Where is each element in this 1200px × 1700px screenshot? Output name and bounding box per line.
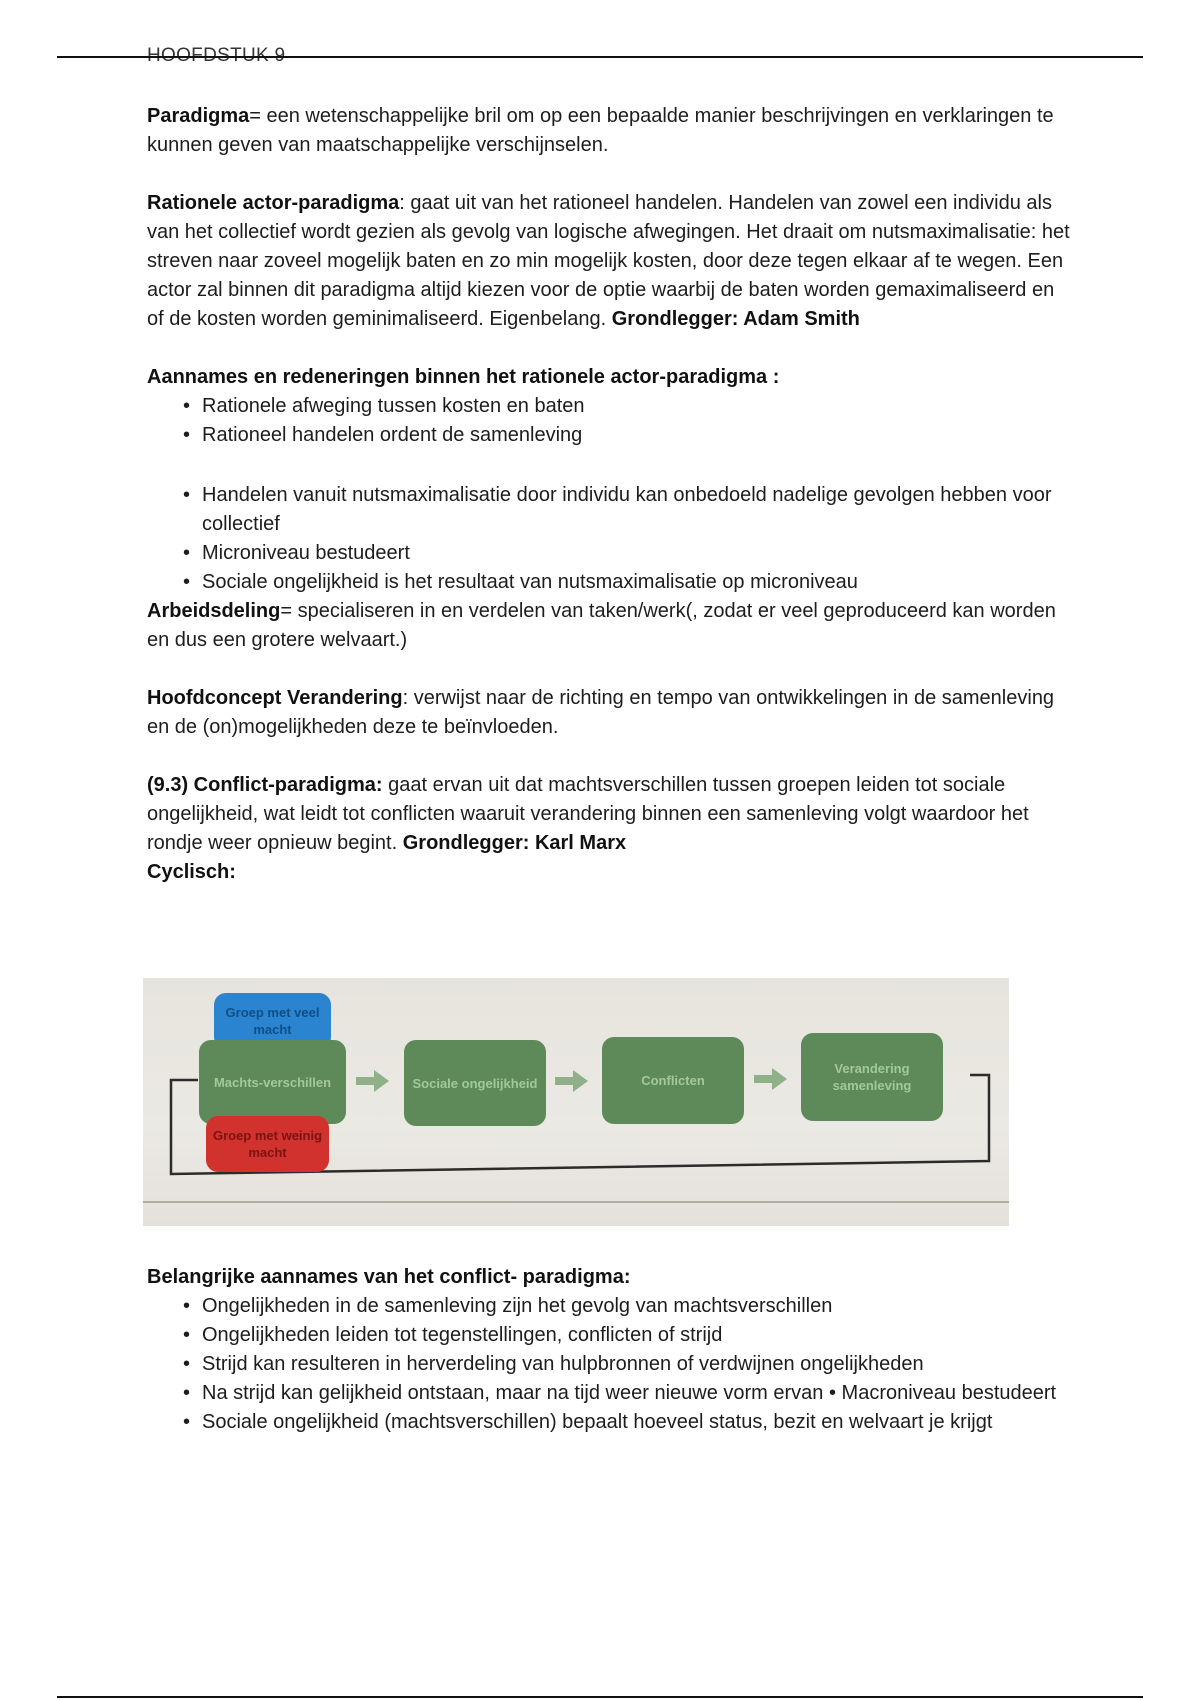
group-much-power-box: Groep met veel macht <box>214 993 331 1049</box>
header-rule <box>57 56 1143 58</box>
list-item: • Strijd kan resulteren in herverdeling van hulpbronnen of verdwijnen ongelijkheden <box>183 1350 1072 1379</box>
footer-rule <box>57 1696 1143 1698</box>
term-verandering: Hoofdconcept Verandering <box>147 687 403 709</box>
list-item: • Microniveau bestudeert <box>183 539 1072 568</box>
list-item: • Sociale ongelijkheid (machtsverschillen) bepaalt hoeveel status, bezit en welvaart je krijgt <box>183 1408 1072 1437</box>
conflict-paradigm-definition <box>147 771 1072 887</box>
founder-adam-smith: Grondlegger: Adam Smith <box>611 308 860 330</box>
list-item: • Ongelijkheden leiden tot tegenstellingen, conflicten of strijd <box>183 1321 1072 1350</box>
verandering-definition <box>147 684 1072 742</box>
term-conflict-paradigm: (9.3) Conflict-paradigma: <box>147 774 383 796</box>
list-item: • Rationele afweging tussen kosten en baten <box>183 392 1072 421</box>
arbeidsdeling-definition <box>147 597 1072 655</box>
term-paradigma: Paradigma <box>147 105 250 127</box>
group-little-power-box: Groep met weinig macht <box>206 1116 329 1172</box>
verandering-text: : verwijst naar de richting en tempo van ontwikkelingen in de samenleving en de (on)mogelijkheden deze te beïnvloeden. <box>147 687 1055 738</box>
founder-karl-marx: Grondlegger: Karl Marx <box>402 832 627 854</box>
list-item: • Ongelijkheden in de samenleving zijn het gevolg van machtsverschillen <box>183 1292 1072 1321</box>
rational-actor-text: : gaat uit van het rationeel handelen. Handelen van zowel een individu als van het collectief wordt gezien als gevolg van logische afwegingen. Het draait om nutsmaximalisatie: het streven naar zoveel mogelijk baten en zo min mogelijk kosten, door deze tegen elkaar af te wegen. Een actor zal binnen dit paradigma altijd kiezen voor de optie waarbij de baten worden gemaximaliseerd en of de kosten worden geminimaliseerd. Eigenbelang. <box>147 192 1070 330</box>
rational-assumptions-list-b <box>147 481 1072 597</box>
power-differences-box: Machts-verschillen <box>199 1040 346 1124</box>
social-inequality-box: Sociale ongelijkheid <box>404 1040 546 1126</box>
rational-assumptions-list-a <box>147 392 1072 450</box>
document-body <box>147 102 1072 887</box>
term-arbeidsdeling: Arbeidsdeling <box>147 600 281 622</box>
shelf-line <box>143 1201 1009 1203</box>
list-item: • Rationeel handelen ordent de samenleving <box>183 421 1072 450</box>
paradigma-text: = een wetenschappelijke bril om op een bepaalde manier beschrijvingen en verklaringen te kunnen geven van maatschappelijke verschijnselen. <box>147 105 1054 156</box>
list-item: • Sociale ongelijkheid is het resultaat van nutsmaximalisatie op microniveau <box>183 568 1072 597</box>
conflict-cycle-diagram <box>143 978 1009 1226</box>
conflict-assumptions-list <box>147 1292 1072 1437</box>
chapter-header: HOOFDSTUK 9 <box>147 45 286 66</box>
change-society-box: Verandering samenleving <box>801 1033 943 1121</box>
arrow-icon <box>555 1068 589 1094</box>
conflict-assumptions-section <box>147 1263 1072 1437</box>
paradigma-definition <box>147 102 1072 160</box>
term-rational-actor: Rationele actor-paradigma <box>147 192 400 214</box>
conflicts-box: Conflicten <box>602 1037 744 1124</box>
arbeidsdeling-text: = specialiseren in en verdelen van taken/werk(, zodat er veel geproduceerd kan worden en dus een grotere welvaart.) <box>147 600 1056 651</box>
arrow-icon <box>754 1066 788 1092</box>
rational-actor-definition <box>147 189 1072 334</box>
conflict-paradigm-text: gaat ervan uit dat machtsverschillen tussen groepen leiden tot sociale ongelijkheid, wat leidt tot conflicten waaruit verandering binnen een samenleving volgt waardoor het rondje weer opnieuw begint. <box>147 774 1029 854</box>
arrow-icon <box>356 1068 390 1094</box>
rational-assumptions-heading: Aannames en redeneringen binnen het rationele actor-paradigma : <box>147 366 780 388</box>
conflict-assumptions-heading: Belangrijke aannames van het conflict- paradigma: <box>147 1266 631 1288</box>
list-item: • Na strijd kan gelijkheid ontstaan, maar na tijd weer nieuwe vorm ervan • Macroniveau bestudeert <box>183 1379 1072 1408</box>
list-item: • Handelen vanuit nutsmaximalisatie door individu kan onbedoeld nadelige gevolgen hebben voor collectief <box>183 481 1072 539</box>
cyclic-label: Cyclisch: <box>147 861 236 883</box>
